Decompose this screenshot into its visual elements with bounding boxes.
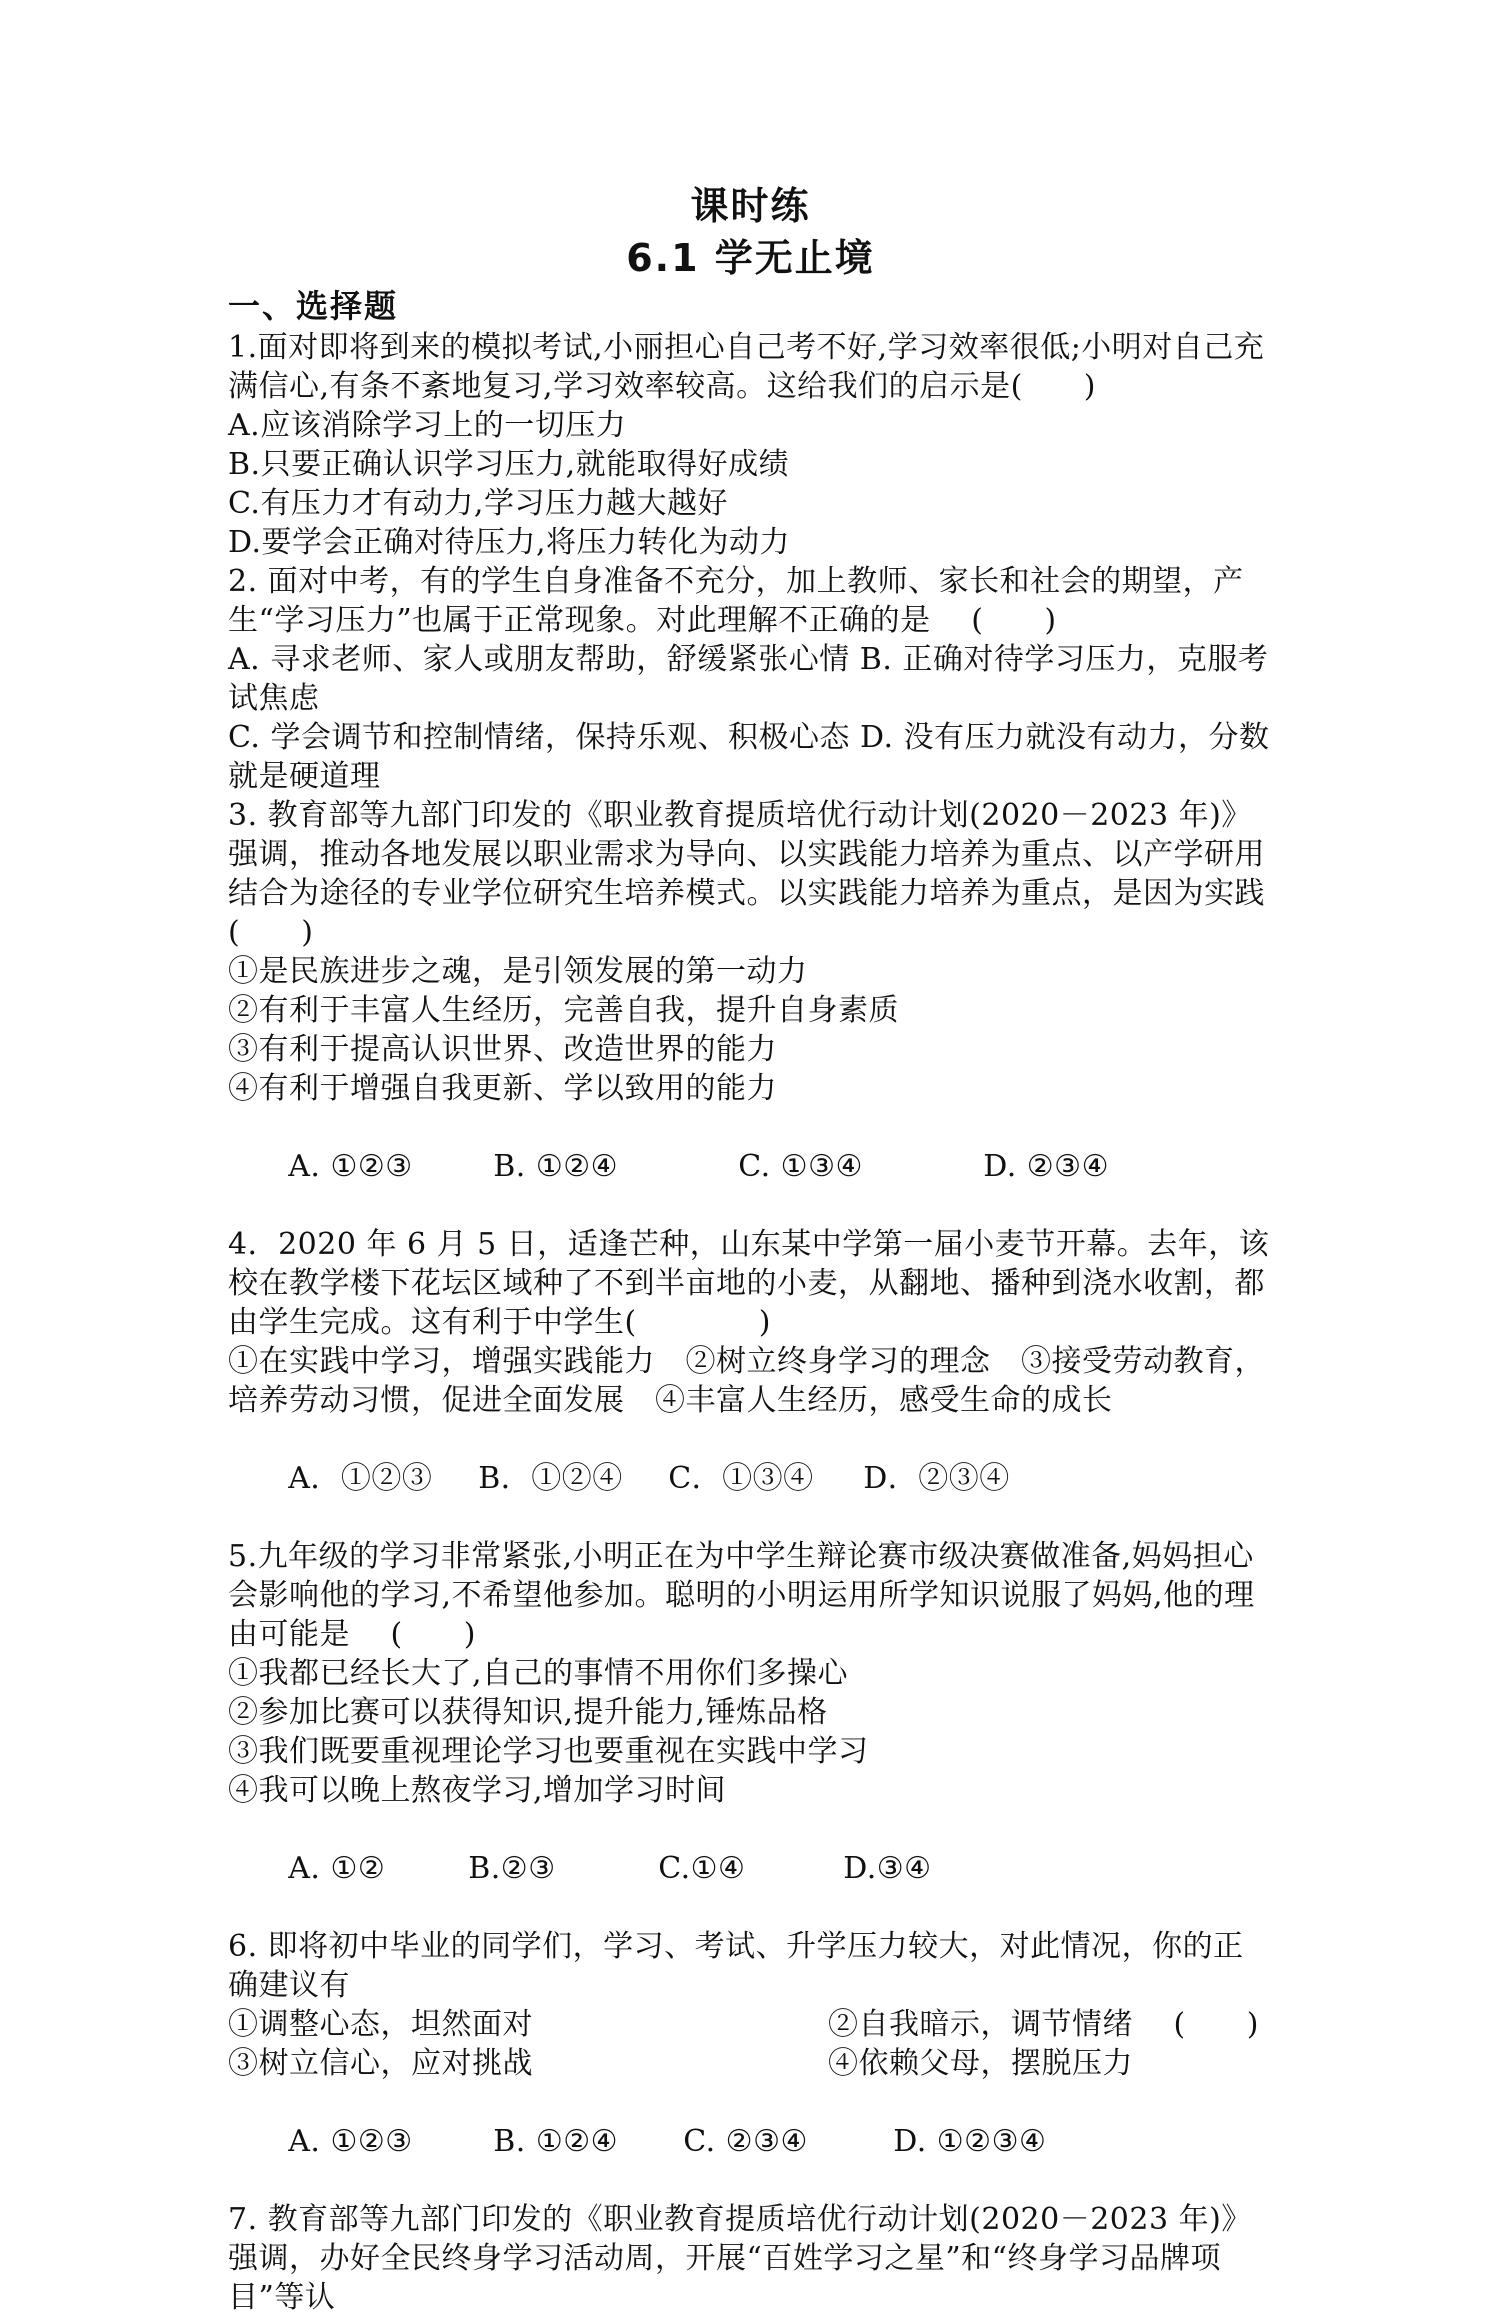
question-3-statement-1: ①是民族进步之魂，是引领发展的第一动力 bbox=[228, 954, 808, 989]
question-6-option-b: B. ①②④ bbox=[493, 2124, 619, 2159]
question-3-options bbox=[228, 1108, 1273, 1225]
question-4-option-d: D．②③④ bbox=[863, 1461, 1010, 1496]
worksheet-page bbox=[228, 180, 1273, 2317]
question-2-stem: 2. 面对中考，有的学生自身准备不充分，加上教师、家长和社会的期望，产生“学习压力”也属于正常现象。对此理解不正确的是 ( ) bbox=[228, 564, 1244, 638]
question-2-options-ab: A. 寻求老师、家人或朋友帮助，舒缓紧张心情 B. 正确对待学习压力，克服考试焦虑 bbox=[228, 642, 1269, 716]
question-5-option-c: C.①④ bbox=[658, 1851, 746, 1886]
question-6-option-d: D. ①②③④ bbox=[893, 2124, 1047, 2159]
section-heading: 一、选择题 bbox=[228, 287, 399, 325]
question-3-statement-2: ②有利于丰富人生经历，完善自我，提升自身素质 bbox=[228, 993, 899, 1028]
question-5-options bbox=[228, 1810, 1273, 1927]
question-4-option-b: B．①②④ bbox=[478, 1461, 623, 1496]
question-4-options bbox=[228, 1420, 1273, 1537]
question-6-statement-3: ③树立信心，应对挑战 bbox=[228, 2046, 533, 2081]
question-6-options bbox=[228, 2083, 1273, 2200]
question-5-statement-2: ②参加比赛可以获得知识,提升能力,锤炼品格 bbox=[228, 1695, 828, 1730]
question-6-row-2 bbox=[228, 2044, 1273, 2083]
question-5-statement-1: ①我都已经长大了,自己的事情不用你们多操心 bbox=[228, 1656, 849, 1691]
question-3-option-c: C. ①③④ bbox=[738, 1149, 863, 1184]
question-5-statement-3: ③我们既要重视理论学习也要重视在实践中学习 bbox=[228, 1734, 869, 1769]
question-1-option-b: B.只要正确认识学习压力,就能取得好成绩 bbox=[228, 447, 790, 482]
question-5-option-d: D.③④ bbox=[843, 1851, 932, 1886]
question-6-option-c: C. ②③④ bbox=[683, 2124, 808, 2159]
question-6-statement-1: ①调整心态，坦然面对 bbox=[228, 2007, 533, 2042]
question-5 bbox=[228, 1537, 1273, 1927]
question-4-stem: 4．2020 年 6 月 5 日，适逢芒种，山东某中学第一届小麦节开幕。去年，该校在教学楼下花坛区域种了不到半亩地的小麦，从翻地、播种到浇水收割，都由学生完成。这有利于中学生( ) bbox=[228, 1227, 1270, 1340]
question-3-statement-4: ④有利于增强自我更新、学以致用的能力 bbox=[228, 1071, 777, 1106]
question-1-stem: 1.面对即将到来的模拟考试,小丽担心自己考不好,学习效率很低;小明对自己充满信心,有条不紊地复习,学习效率较高。这给我们的启示是( ) bbox=[228, 330, 1265, 404]
question-6 bbox=[228, 1927, 1273, 2200]
question-6-stem: 6. 即将初中毕业的同学们，学习、考试、升学压力较大，对此情况，你的正确建议有 bbox=[228, 1929, 1244, 2003]
question-3-option-b: B. ①②④ bbox=[493, 1149, 619, 1184]
question-6-statement-2: ②自我暗示，调节情绪 ( ) bbox=[828, 2007, 1259, 2042]
question-5-option-b: B.②③ bbox=[468, 1851, 556, 1886]
question-4-statements: ①在实践中学习，增强实践能力 ②树立终身学习的理念 ③接受劳动教育，培养劳动习惯，促进全面发展 ④丰富人生经历，感受生命的成长 bbox=[228, 1344, 1265, 1418]
question-1-option-d: D.要学会正确对待压力,将压力转化为动力 bbox=[228, 525, 791, 560]
question-3 bbox=[228, 796, 1273, 1225]
question-7 bbox=[228, 2200, 1273, 2317]
question-3-statement-3: ③有利于提高认识世界、改造世界的能力 bbox=[228, 1032, 777, 1067]
question-2-options-cd: C. 学会调节和控制情绪，保持乐观、积极心态 D. 没有压力就没有动力，分数就是硬道理 bbox=[228, 720, 1270, 794]
question-1 bbox=[228, 328, 1273, 562]
worksheet-title: 课时练 bbox=[690, 184, 811, 228]
question-2 bbox=[228, 562, 1273, 796]
question-1-option-c: C.有压力才有动力,学习压力越大越好 bbox=[228, 486, 728, 521]
question-4-option-a: A．①②③ bbox=[288, 1461, 433, 1496]
question-3-option-d: D. ②③④ bbox=[983, 1149, 1109, 1184]
question-3-option-a: A. ①②③ bbox=[288, 1149, 413, 1184]
question-5-stem: 5.九年级的学习非常紧张,小明正在为中学生辩论赛市级决赛做准备,妈妈担心会影响他的学习,不希望他参加。聪明的小明运用所学知识说服了妈妈,他的理由可能是 ( ) bbox=[228, 1539, 1255, 1652]
question-6-option-a: A. ①②③ bbox=[288, 2124, 413, 2159]
question-5-statement-4: ④我可以晚上熬夜学习,增加学习时间 bbox=[228, 1773, 727, 1808]
question-6-row-1 bbox=[228, 2005, 1273, 2044]
question-5-option-a: A. ①② bbox=[288, 1851, 386, 1886]
lesson-title: 6.1 学无止境 bbox=[626, 236, 875, 280]
question-7-stem: 7. 教育部等九部门印发的《职业教育提质培优行动计划(2020－2023 年)》强调，办好全民终身学习活动周，开展“百姓学习之星”和“终身学习品牌项目”等认 bbox=[228, 2202, 1252, 2315]
question-1-option-a: A.应该消除学习上的一切压力 bbox=[228, 408, 627, 443]
question-4-option-c: C．①③④ bbox=[668, 1461, 814, 1496]
question-4 bbox=[228, 1225, 1273, 1537]
question-6-statement-4: ④依赖父母，摆脱压力 bbox=[828, 2046, 1133, 2081]
question-3-stem: 3. 教育部等九部门印发的《职业教育提质培优行动计划(2020－2023 年)》强调，推动各地发展以职业需求为导向、以实践能力培养为重点、以产学研用结合为途径的专业学位研究生培养模式。以实践能力培养为重点，是因为实践( ) bbox=[228, 798, 1265, 950]
